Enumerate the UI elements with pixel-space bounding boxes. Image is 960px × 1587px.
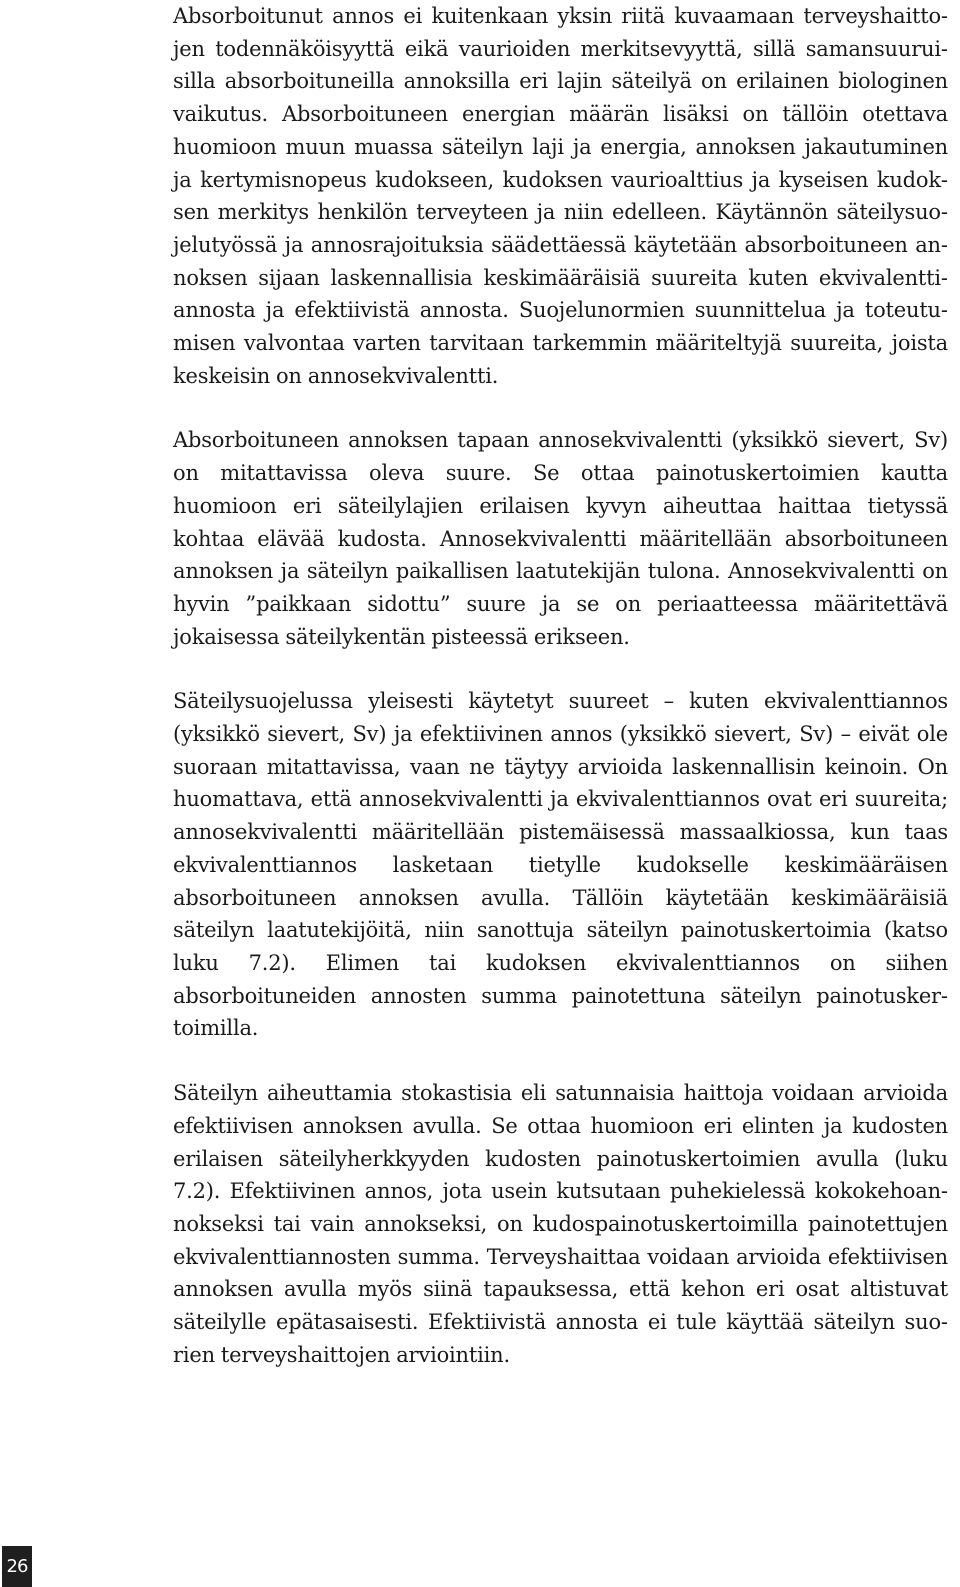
paragraph-2: Absorboituneen annoksen tapaan annosekvivalentti (yksikkö sievert, Sv) on mitattavissa oleva suure. Se ottaa painotuskertoimien kautta huomioon eri säteilylajien erilaisen kyvyn aiheuttaa haittaa tietyssä kohtaa elävää kudosta. Annosekvivalentti määritellään absorboituneen annoksen ja säteilyn paikallisen laatutekijän tulona. Annosekvivalentti on hyvin ”paikkaan sidottu” suure ja se on periaatteessa määritettävä jokaisessa säteilykentän pisteessä erikseen. bbox=[173, 428, 948, 649]
paragraph-1: Absorboitunut annos ei kuitenkaan yksin riitä kuvaamaan terveyshaittojen todennäköisyyttä eikä vaurioiden merkitsevyyttä, sillä samansuuruisilla absorboituneilla annoksilla eri lajin säteilyä on erilainen biologinen vaikutus. Absorboituneen energian määrän lisäksi on tällöin otettava huomioon muun muassa säteilyn laji ja energia, annoksen jakautuminen ja kertymisnopeus kudokseen, kudoksen vaurioalttius ja kyseisen kudoksen merkitys henkilön terveyteen ja niin edelleen. Käytännön säteilysuojelutyössä ja annosrajoituksia säädettäessä käytetään absorboituneen annoksen sijaan laskennallisia keskimääräisiä suureita kuten ekvivalenttiannosta ja efektiivistä annosta. Suojelunormien suunnittelua ja toteutumisen valvontaa varten tarvitaan tarkemmin määriteltyjä suureita, joista keskeisin on annosekvivalentti. bbox=[173, 4, 948, 388]
page-number: 26 bbox=[2, 1546, 32, 1587]
paragraph-4: Säteilyn aiheuttamia stokastisia eli satunnaisia haittoja voidaan arvioida efektiivisen annoksen avulla. Se ottaa huomioon eri elinten ja kudosten erilaisen säteilyherkkyyden kudosten painotuskertoimien avulla (luku 7.2). Efektiivinen annos, jota usein kutsutaan puhekielessä kokokehoannokseksi tai vain annokseksi, on kudospainotuskertoimilla painotettujen ekvivalenttiannosten summa. Terveyshaittaa voidaan arvioida efektiivisen annoksen avulla myös siinä tapauksessa, että kehon eri osat altistuvat säteilylle epätasaisesti. Efektiivistä annosta ei tule käyttää säteilyn suorien terveyshaittojen arviointiin. bbox=[173, 1081, 948, 1367]
paragraph-3: Säteilysuojelussa yleisesti käytetyt suureet – kuten ekvivalenttiannos (yksikkö sievert, Sv) ja efektiivinen annos (yksikkö sievert, Sv) – eivät ole suoraan mitattavissa, vaan ne täytyy arvioida laskennallisin keinoin. On huomattava, että annosekvivalentti ja ekvivalenttiannos ovat eri suureita; annosekvivalentti määritellään pistemäisessä massaalkiossa, kun taas ekvivalenttiannos lasketaan tietylle kudokselle keskimääräisen absorboituneen annoksen avulla. Tällöin käytetään keskimääräisiä säteilyn laatutekijöitä, niin sanottuja säteilyn painotuskertoimia (katso luku 7.2). Elimen tai kudoksen ekvivalenttiannos on siihen absorboituneiden annosten summa painotettuna säteilyn painotuskertoimilla. bbox=[173, 689, 948, 1041]
body-text bbox=[173, 0, 948, 1371]
